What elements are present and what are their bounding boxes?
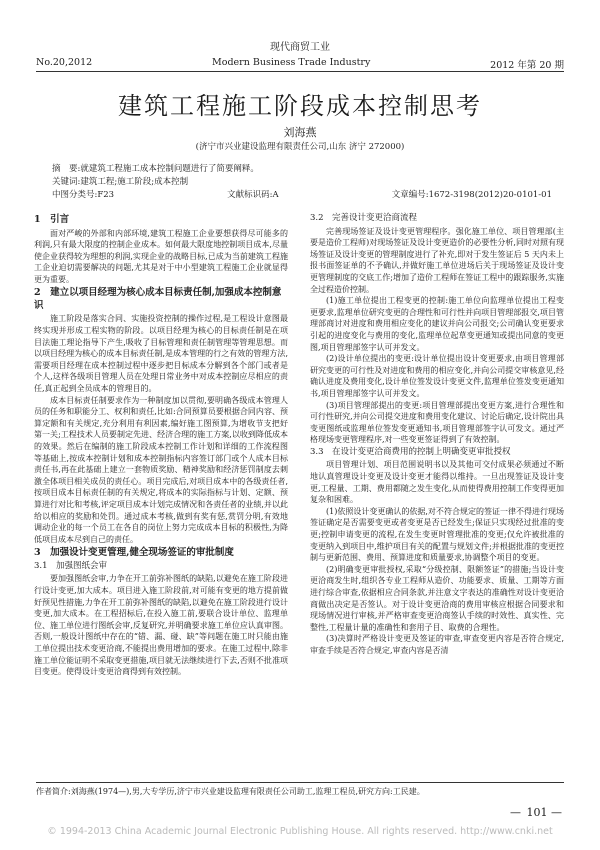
page-number: 101: [526, 806, 548, 819]
journal-name-en: Modern Business Trade Industry: [212, 57, 371, 68]
subsection-heading: 3.2 完善设计变更洽商流程: [310, 213, 418, 223]
keywords: 关键词:建筑工程;施工阶段;成本控制: [52, 177, 189, 187]
paragraph: 完善现场签证及设计变更管理程序。强化施工单位、项目管理部(主要是造价工程师)对现场签证及设计变更造价的必要性分析,同时对照有现场签证及设计变更的管理制度进行了补充,即对于发生签证后 5 天内未上报书面签证单的不予确认,并做好施工单位进场后关于现场签证及设计变更管理制度的交底工作;增加了造价工程师在签证工程中的跟踪服务,实施全过程造价控制。: [310, 226, 564, 294]
issue-right: 2012 年第 20 期: [490, 60, 564, 71]
section-heading: 2 建立以项目经理为核心成本目标责任制,加强成本控制意识: [34, 287, 282, 311]
paragraph: (2)设计单位提出的变更:设计单位提出设计变更要求,由项目管理部研究变更的可行性及对进度和费用的相应变化,并向公司提交审核意见,经确认进度及费用变化,设计单位签发设计变更文件,监理单位签发变更通知书,项目管理部签字认可并发文。: [310, 354, 564, 398]
paragraph: (3)项目管理部提出的变更:项目管理部提出变更方案,进行合理性和可行性研究,并向公司提交进度和费用变化建议、讨论后确定,设计院出具变更图纸或监理单位签发变更通知书,项目管理部签字认可发文。通过严格现场变更管理程序,对一些变更签证得到了有效控制。: [310, 400, 564, 445]
subsection-heading: 3.1 加强图纸会审: [34, 560, 108, 571]
left-column: [34, 212, 288, 678]
author-note: 作者简介:刘海燕(1974—),男,大专学历,济宁市兴业建设监理有限责任公司助工,监理工程员,研究方向:工民建。: [36, 787, 425, 796]
abstract: 摘 要:就建筑工程施工成本控制问题进行了简要阐释。: [52, 164, 259, 174]
paragraph: 成本目标责任制要求作为一种制度加以贯彻,要明确各级成本管理人员的任务和职能分工、权利和责任,比如:合同预算员要根据合同内容、预算定额和有关规定,充分利用有利因素,编好施工图预算,为增收节支把好第一关;工程技术人员要制定先进、经济合理的施工方案,以收到降低成本的效果。然后在编制的施工阶段成本控制工作计划和详细的工作流程图等基础上,按成本控制计划和成本控制指标内容签订部门或个人成本目标责任书,再在此基础上建立一套物质奖励、精神奖励和经济惩罚制度去刺激全体项目相关成员的责任心。项目完成后,对项目成本中的各级责任者,按项目成本目标责任制的有关规定,将成本的实际指标与计划、定额、预算进行对比和考核,评定项目成本计划完成情况和各责任者的业绩,并以此给以相应的奖励和处罚。通过成本考核,做到有奖有惩,赏罚分明,有效地调动企业的每一个员工在各自的岗位上努力完成成本目标的积极性,为降低项目成本尽到自己的责任。: [34, 395, 288, 544]
section-heading: 1 引言: [34, 214, 70, 225]
issue-left: No.20,2012: [36, 57, 93, 68]
page-number-row: — 101 —: [510, 806, 564, 819]
paragraph: (1)依照设计变更确认的依据,对不符合规定的签证一律不得进行现场签证确定是否需要变更或者变更是否已经发生;保证只实现经过批准的变更;控制申请变更的流程,在发生变更时管理批准的变更;仅允许被批准的变更纳入到项目中,维护项目有关的配置与规划文件;并根据批准的变更控制与更新范围、费用、预算进度和质量要求,协调整个项目的变更。: [310, 506, 564, 563]
journal-name-cn: 现代商贸工业: [270, 42, 330, 53]
classification-row: [52, 188, 552, 200]
copyright-watermark: © 1994-2013 China Academic Journal Electronic Publishing House. All rights reserved. http://www.cnki.net: [47, 826, 553, 837]
article-id: 文章编号:1672-3198(2012)20-0101-01: [391, 190, 552, 200]
author-affiliation: (济宁市兴业建设监理有限责任公司,山东 济宁 272000): [195, 142, 405, 152]
paragraph: (1)施工单位提出工程变更的控制:施工单位向监理单位提出工程变更要求,监理单位研究变更的合理性和可行性并向项目管理部报交,项目管理部商讨对进度和费用相应变化的建议并向公司报交;公司确认变更要求引起的进度变化与费用的变化,监理单位起草变更通知或提出同意的变更图,项目管理部签字认可并发文。: [310, 296, 564, 352]
paragraph: 面对严峻的外部和内部环境,建筑工程施工企业要想获得尽可能多的利润,只有最大限度的控制企业成本。如何最大限度地控制项目成本,尽量使企业获得较为理想的利润,实现企业的战略目标,已成为当前建筑工程施工企业迫切需要解决的问题,尤其是对于中小型建筑工程施工企业就显得更为重要。: [34, 228, 288, 284]
paragraph: (3)决算时严格设计变更及签证的审查,审查变更内容是否符合规定,审查手续是否符合规定,审查内容是否清: [310, 634, 564, 655]
article-title: 建筑工程施工阶段成本控制思考: [118, 92, 482, 120]
paragraph: (2)明确变更审批授权,采取“分级控制、限额签证”的措施;当设计变更洽商发生时,组织各专业工程师从造价、功能要求、质量、工期等方面进行综合审查,依据相应合同条款,并注意文字表达的准确性对设计变更洽商做出决定是否签认。对于设计变更洽商的费用审核应根据合同要求和现场情况进行审核,并严格审查变更洽商签认手续的时效性、真实性、完整性,工程量计量的准确性和套用子目、取费的合理性。: [310, 564, 564, 632]
paragraph: 项目管理计划、项目范围说明书以及其他可交付成果必须通过不断地认真管理设计变更及设计变更才能得以维持。一旦出现签证及设计变更,工程量、工期、费用都随之发生变化,从而使得费用控制工作变得更加复杂和困难。: [310, 460, 564, 505]
paragraph: 施工阶段是落实合同、实施投资控制的操作过程,是工程设计意图最终实现并形成工程实物的阶段。以项目经理为核心的目标责任制是在项目法施工理论指导下产生,吸收了目标管理和责任制管理等管理思想。而以项目经理为核心的成本目标责任制,是成本管理的行之有效的管理方法,需要项目经理在成本控制过程中逐步把目标成本分解到各个部门或者是个人,这样各级项目管理人员在处理日常业务中对成本控制应尽相应的责任,真正起到全员成本的管理目的。: [34, 314, 288, 394]
subsection-heading: 3.3 在设计变更洽商费用的控制上明确变更审批授权: [310, 446, 511, 457]
header-issue-row: [36, 57, 564, 71]
document-code: 文献标识码:A: [227, 190, 279, 200]
header-rule: [36, 71, 564, 72]
paragraph: 要加强图纸会审,力争在开工前弥补图纸的缺陷,以避免在施工阶段进行设计变更,加大成本。项目进入施工阶段前,对可能有变更的地方提前做好预见性措施,力争在开工前弥补图纸的缺陷,以避免在施工阶段进行设计变更,加大成本。在工程招标后,在投入施工前,要联合设计单位、监理单位、施工单位进行图纸会审,反复研究,并明确要求施工单位应认真审图。否则,一般设计图纸中存在的“错、漏、碰、缺”等问题在施工时只能由施工单位提出技术变更洽商,不能提出费用增加的要求。在施工过程中,除非施工单位能证明不采取变更措施,项目就无法继续进行下去,否则不批准项目变更。使得设计变更洽商得到有效控制。: [34, 574, 288, 677]
section-heading: 3 加强设计变更管理,健全现场签证的审批制度: [34, 547, 234, 559]
right-column: [310, 212, 564, 657]
footer-rule: [36, 782, 564, 783]
clc-number: 中图分类号:F23: [52, 190, 115, 200]
article-author: 刘海燕: [283, 126, 317, 139]
